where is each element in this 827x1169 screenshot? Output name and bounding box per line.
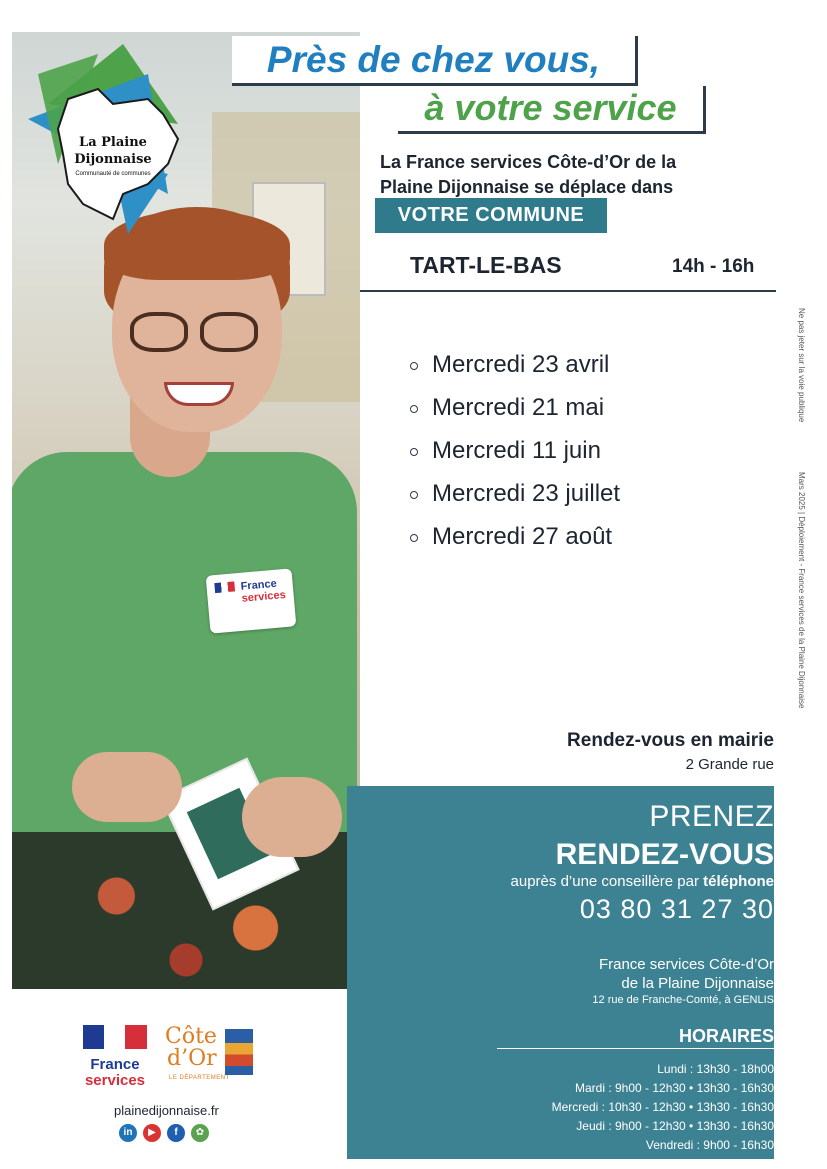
schedule-row: Vendredi : 9h00 - 16h30 (645, 1138, 774, 1152)
website-link[interactable]: plainedijonnaise.fr (114, 1103, 219, 1118)
phone-number[interactable]: 03 80 31 27 30 (579, 894, 774, 924)
print-credit-note: Mars 2025 | Déploiement - France services de la Plaine Dijonnaise (797, 472, 806, 709)
schedule-row: Jeudi : 9h00 - 12h30 • 13h30 - 16h30 (576, 1119, 774, 1133)
date-item: Mercredi 23 juillet (410, 474, 620, 517)
facebook-icon[interactable]: f (167, 1124, 185, 1142)
office-address: 12 rue de Franche-Comté, à GENLIS (592, 994, 774, 1006)
meeting-address: 2 Grande rue (685, 756, 774, 773)
votre-commune-tag: VOTRE COMMUNE (375, 198, 607, 233)
headline-line2: à votre service (398, 86, 706, 134)
marianne-flag-icon (83, 1025, 147, 1049)
logo-title: La Plaine Dijonnaise (74, 135, 152, 167)
headline-line1: Près de chez vous, (232, 36, 638, 86)
bullet-icon (410, 405, 418, 413)
brand-leaf-icon[interactable]: ✿ (191, 1124, 209, 1142)
bullet-icon (410, 362, 418, 370)
schedule (552, 1060, 774, 1155)
france-services-logo: France services (80, 1025, 150, 1089)
office-name-line1: France services Côte-d’Or (598, 956, 774, 973)
horaires-title: HORAIRES (678, 1026, 774, 1046)
appointment-panel (347, 786, 774, 1159)
youtube-icon[interactable]: ▶ (143, 1124, 161, 1142)
schedule-row: Lundi : 13h30 - 18h00 (657, 1062, 774, 1076)
panel-contact-method: auprès d’une conseillère par téléphone (510, 873, 774, 890)
france-services-badge: France services (206, 568, 297, 633)
linkedin-icon[interactable]: in (119, 1124, 137, 1142)
visit-hours: 14h - 16h (672, 256, 755, 277)
social-links (119, 1124, 209, 1142)
schedule-row: Mardi : 9h00 - 12h30 • 13h30 - 16h30 (574, 1081, 774, 1095)
meeting-place: Rendez-vous en mairie (567, 730, 774, 751)
divider (360, 290, 776, 292)
panel-rendezvous: RENDEZ-VOUS (555, 838, 774, 871)
date-item: Mercredi 23 avril (410, 345, 620, 388)
date-item: Mercredi 27 août (410, 517, 620, 560)
office-name-line2: de la Plaine Dijonnaise (621, 975, 774, 992)
cote-dor-logo: Côte d’Or LE DÉPARTEMENT (165, 1025, 255, 1085)
date-item: Mercredi 21 mai (410, 388, 620, 431)
bullet-icon (410, 491, 418, 499)
horaires-divider (497, 1048, 774, 1049)
intro-text: La France services Côte-d’Or de la Plaine Dijonnaise se déplace dans (380, 152, 677, 197)
bullet-icon (410, 448, 418, 456)
date-list (410, 345, 620, 560)
cote-dor-flag-icon (225, 1029, 253, 1075)
logo-subtitle: Communauté de communes (75, 171, 151, 177)
bullet-icon (410, 534, 418, 542)
date-item: Mercredi 11 juin (410, 431, 620, 474)
town-name: TART-LE-BAS (410, 252, 562, 278)
panel-prenez: PRENEZ (649, 800, 774, 833)
plaine-dijonnaise-logo (28, 44, 188, 234)
schedule-row: Mercredi : 10h30 - 12h30 • 13h30 - 16h30 (551, 1100, 774, 1114)
disposal-note: Ne pas jeter sur la voie publique (797, 308, 806, 423)
